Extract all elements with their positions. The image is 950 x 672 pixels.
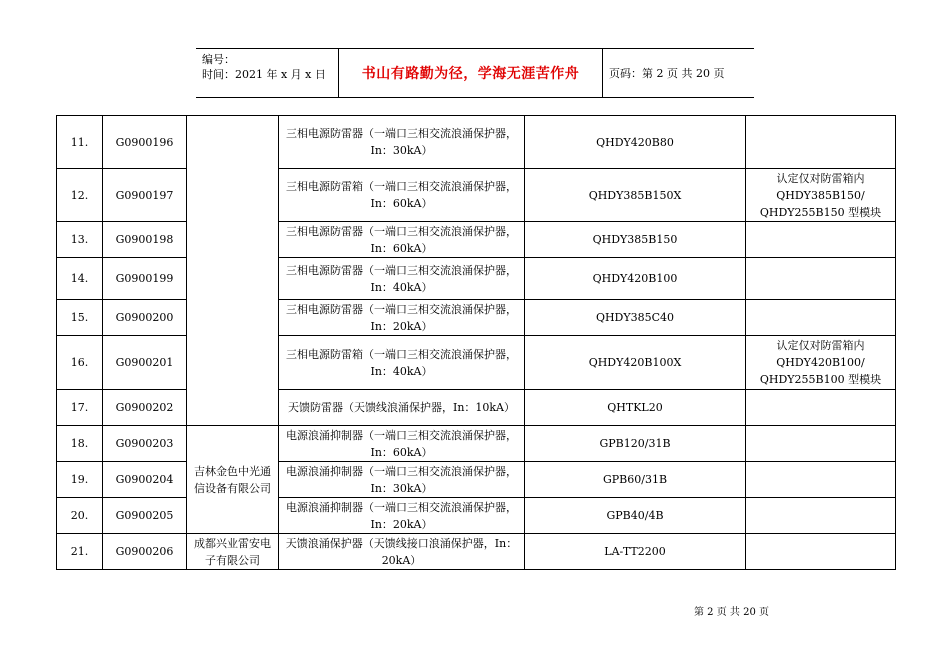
product-name: 三相电源防雷器（一端口三相交流浪涌保护器，In：40kA）: [279, 258, 525, 300]
page-header: [196, 48, 754, 98]
product-note: [746, 116, 896, 169]
product-name: 电源浪涌抑制器（一端口三相交流浪涌保护器，In：30kA）: [279, 462, 525, 498]
table-row: [57, 336, 896, 390]
table-row: [57, 462, 896, 498]
supplier-name-chengdu: 成都兴业雷安电子有限公司: [187, 534, 279, 570]
table-row: [57, 169, 896, 222]
product-code: G0900198: [103, 222, 187, 258]
page-footer: 第 2 页 共 20 页: [694, 607, 769, 618]
table-row: [57, 390, 896, 426]
row-index: 14.: [57, 258, 103, 300]
product-model: QHDY385B150X: [525, 169, 746, 222]
document-number-label: 编号：: [202, 53, 235, 66]
product-code: G0900197: [103, 169, 187, 222]
table-row: [57, 300, 896, 336]
product-code: G0900200: [103, 300, 187, 336]
row-index: 11.: [57, 116, 103, 169]
table-row: [57, 498, 896, 534]
product-note: [746, 258, 896, 300]
product-name: 电源浪涌抑制器（一端口三相交流浪涌保护器，In：20kA）: [279, 498, 525, 534]
product-name: 三相电源防雷箱（一端口三相交流浪涌保护器，In：60kA）: [279, 169, 525, 222]
product-name: 电源浪涌抑制器（一端口三相交流浪涌保护器，In：60kA）: [279, 426, 525, 462]
product-note: [746, 300, 896, 336]
row-index: 18.: [57, 426, 103, 462]
product-note: [746, 498, 896, 534]
header-motto: 书山有路勤为径，学海无涯苦作舟: [339, 49, 603, 97]
product-note: [746, 462, 896, 498]
product-note: 认定仅对防雷箱内 QHDY420B100/ QHDY255B100 型模块: [746, 336, 896, 390]
product-code: G0900204: [103, 462, 187, 498]
product-name: 三相电源防雷器（一端口三相交流浪涌保护器，In：60kA）: [279, 222, 525, 258]
product-name: 三相电源防雷器（一端口三相交流浪涌保护器，In：20kA）: [279, 300, 525, 336]
table-row: [57, 222, 896, 258]
product-code: G0900202: [103, 390, 187, 426]
product-note: 认定仅对防雷箱内 QHDY385B150/ QHDY255B150 型模块: [746, 169, 896, 222]
product-model: QHTKL20: [525, 390, 746, 426]
product-name: 天馈防雷器（天馈线浪涌保护器，In：10kA）: [279, 390, 525, 426]
row-index: 13.: [57, 222, 103, 258]
product-name: 三相电源防雷器（一端口三相交流浪涌保护器，In：30kA）: [279, 116, 525, 169]
product-model: GPB40/4B: [525, 498, 746, 534]
header-left-cell: [196, 49, 339, 97]
product-model: QHDY385C40: [525, 300, 746, 336]
product-model: LA-TT2200: [525, 534, 746, 570]
product-model: QHDY420B100: [525, 258, 746, 300]
product-code: G0900201: [103, 336, 187, 390]
certification-table: [56, 115, 896, 570]
product-model: QHDY385B150: [525, 222, 746, 258]
product-model: GPB60/31B: [525, 462, 746, 498]
product-code: G0900196: [103, 116, 187, 169]
row-index: 16.: [57, 336, 103, 390]
row-index: 15.: [57, 300, 103, 336]
row-index: 12.: [57, 169, 103, 222]
header-page-info: 页码：第 2 页 共 20 页: [609, 67, 725, 80]
row-index: 20.: [57, 498, 103, 534]
product-model: QHDY420B100X: [525, 336, 746, 390]
product-note: [746, 390, 896, 426]
supplier-cell: [187, 116, 279, 426]
table-row: [57, 426, 896, 462]
supplier-name-jilin: 吉林金色中光通信设备有限公司: [187, 426, 279, 534]
product-code: G0900206: [103, 534, 187, 570]
row-index: 19.: [57, 462, 103, 498]
product-code: G0900199: [103, 258, 187, 300]
product-code: G0900205: [103, 498, 187, 534]
product-name: 天馈浪涌保护器（天馈线接口浪涌保护器，In：20kA）: [279, 534, 525, 570]
table-row: [57, 258, 896, 300]
product-model: QHDY420B80: [525, 116, 746, 169]
table-row: [57, 116, 896, 169]
product-note: [746, 534, 896, 570]
product-code: G0900203: [103, 426, 187, 462]
product-note: [746, 222, 896, 258]
product-model: GPB120/31B: [525, 426, 746, 462]
row-index: 17.: [57, 390, 103, 426]
product-name: 三相电源防雷箱（一端口三相交流浪涌保护器，In：40kA）: [279, 336, 525, 390]
table-row: [57, 534, 896, 570]
row-index: 21.: [57, 534, 103, 570]
product-note: [746, 426, 896, 462]
document-date: 时间：2021 年 x 月 x 日: [202, 68, 326, 81]
